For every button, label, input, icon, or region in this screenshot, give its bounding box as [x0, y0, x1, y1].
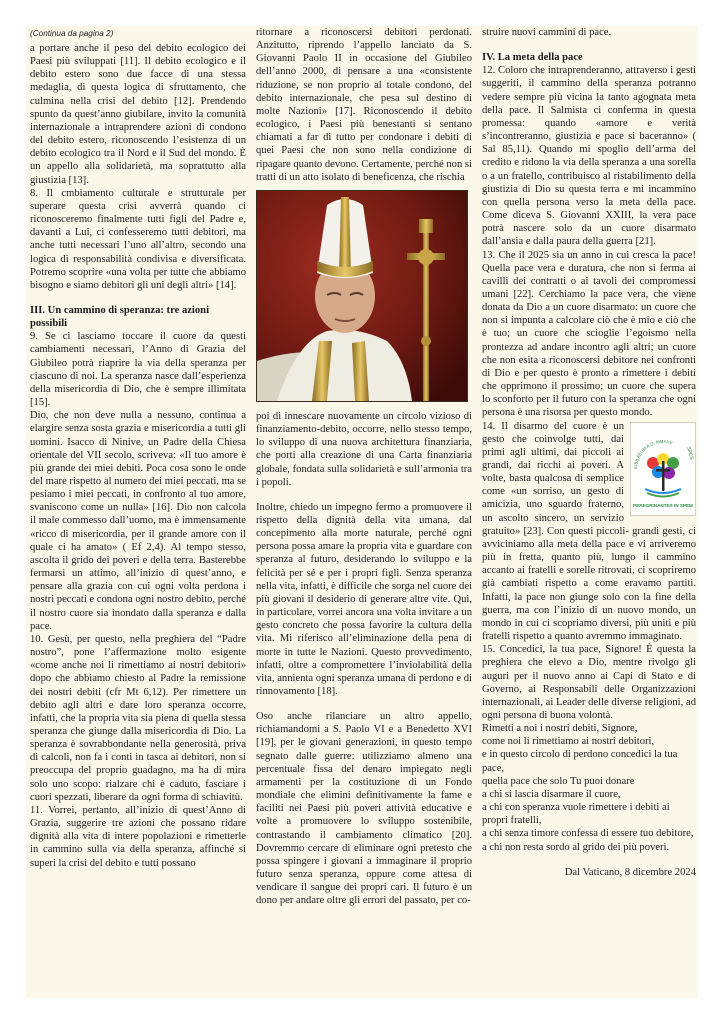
jubilee-logo [630, 422, 696, 516]
paragraph: struire nuovi cammini di pace. [482, 27, 612, 38]
paragraph: ritornare a riconoscersi debitori perdonati. Anzitutto, riprendo l’appello lanciato da S. Giovanni Paolo II in occasione del Giubileo dell’anno 2000, di pensare a una «consistente riduzione, se non proprio al totale condono, del debito internazionale, che pesa sul destino di molte Nazioni» [17]. Riconoscendo il debito ecologico, i Paesi più benestanti si sentano chiamati a far di tutto per condonare i debiti di quei Paesi che non sono nella condizione di ripagare quanto devono. Certamente, perché non si tratti di un atto isolato di beneficenza, che rischia [256, 27, 472, 183]
prayer-line: Rimetti a noi i nostri debiti, Signore, [482, 723, 638, 735]
paragraph: a portare anche il peso del debito ecologico dei Paesi più sviluppati [11]. Il debito ecologico e il debito estero sono due facce di una stessa medaglia, di questa logica di sfruttamento, che culmina nella crisi del debito [12]. Prendendo spunto da quest’anno giubilare, invito la comunità internazionale a intraprendere azioni di condono del debito estero, riconoscendo l’esistenza di un debito ecologico tra il Nord e il Sud del mondo. È un appello alla solidarietà, ma soprattutto alla giustizia [13]. [30, 43, 246, 186]
column-right [482, 26, 696, 879]
paragraph: 14. Il disarmo del cuore è un gesto che coinvolge tutti, dai primi agli ultimi, dai piccoli ai grandi, dai ricchi ai poveri. A volte, basta qualcosa di semplice come «un sorriso, un gesto di amicizia, uno sguardo fraterno, un ascolto sincero, un servizio gratuito» [23]. Con questi piccoli- grandi gesti, ci avviciniamo alla meta della pace e vi arriveremo più in fretta, quanto più, lungo il cammino accanto ai fratelli e sorelle ritrovati, ci scopriremo già cambiati rispetto a come eravamo partiti. Infatti, la pace non giunge solo con la fine della guerra, ma con l’inizio di un nuovo mondo, un mondo in cui ci scopriamo diversi, più uniti e più fratelli rispetto a quanto avremmo immaginato. [482, 420, 696, 643]
signature-date: Dal Vaticano, 8 dicembre 2024 [564, 866, 696, 878]
paragraph: 15. Concedici, la tua pace, Signore! È questa la preghiera che elevo a Dio, mentre rivolgo gli auguri per il nuovo anno ai Capi di Stato e di Governo, ai Responsabili delle Organizzazioni internazionali, ai Leader delle diverse religioni, ad ogni persona di buona volontà. [482, 644, 696, 721]
newspaper-page [26, 26, 698, 998]
prayer-line: a chi con speranza vuole rimettere i debiti ai propri fratelli, [482, 802, 670, 827]
paragraph: 11. Vorrei, pertanto, all’inizio di quest’Anno di Grazia, suggerire tre azioni che possano ridare dignità alla vita di intere popolazioni e rimetterle in cammino sulla via della speranza, affinché si superi la crisi del debito e tutti possano [30, 804, 246, 869]
continuation-note: (Continua da pagina 2) [30, 29, 114, 38]
paragraph: 13. Che il 2025 sia un anno in cui cresca la pace! Quella pace vera e duratura, che non si ferma ai cavilli dei contratti o ai tavoli dei compromessi umani [22]. Cerchiamo la pace vera, che viene donata da Dio a un cuore disarmato: un cuore che non si impunta a calcolare ciò che è mio e ciò che è tuo; un cuore che scioglie l’egoismo nella prontezza ad andare incontro agli altri; un cuore che non esita a riconoscersi debitore nei confronti di Dio e per questo è pronto a rimettere i debiti che opprimono il prossimo; un cuore che supera lo sconforto per il futuro con la speranza che ogni persona è una risorsa per questo mondo. [482, 249, 696, 419]
prayer-line: e in questo circolo di perdono concedici la tua pace, [482, 749, 678, 774]
paragraph: Inoltre, chiedo un impegno fermo a promuovere il rispetto della dignità della vita umana, dal concepimento alla morte naturale, perché ogni persona possa amare la propria vita e guardare con speranza al futuro, desiderando lo sviluppo e la felicità per sé e per i propri figli. Senza speranza nella vita, infatti, è difficile che sorga nel cuore dei più giovani il desiderio di generare altre vite. Qui, in particolare, vorrei ancora una volta invitare a un gesto concreto che possa favorire la cultura della vita. Mi riferisco all’eliminazione della pena di morte in tutte le Nazioni. Questo provvedimento, infatti, oltre a compromettere l’inviolabilità della vita, annienta ogni speranza umana di perdono e di rinnovamento [18]. [256, 501, 472, 697]
paragraph: Dio, che non deve nulla a nessuno, continua a elargire senza sosta grazia e misericordia a tutti gli uomini. Isacco di Ninive, un Padre della Chiesa orientale del VII secolo, scriveva: «Il tuo amore è più grande dei miei debiti. Poca cosa sono le onde del mare rispetto al numero dei miei peccati, ma se pesiamo i miei peccati, in confronto al tuo amore, svaniscono come un nulla» [16]. Dio non calcola il male commesso dall’uomo, ma è immensamente «ricco di misericordia, per il grande amore con il quale ci ha amato» ( Ef 2,4). Al tempo stesso, ascolta il grido dei poveri e della terra. Basterebbe fermarsi un attimo, all’inizio di quest’anno, e pensare alla grazia con cui ogni volta perdona i nostri peccati e condona ogni nostro debito, perché il nostro cuore sia inondato dalla speranza e dalla pace. [30, 410, 246, 632]
column-middle [256, 26, 472, 908]
logo-arc-text: IUBILAEUM A.D. MMXXV [632, 438, 673, 469]
paragraph: 9. Se ci lasciamo toccare il cuore da questi cambiamenti necessari, l’Anno di Grazia del Giubileo potrà riaprire la via della speranza per ciascuno di noi. La speranza nasce dall’esperienza della misericordia di Dio, che è sempre illimitata [15]. [30, 331, 246, 409]
paragraph: 12. Coloro che intraprenderanno, attraverso i gesti suggeriti, il cammino della speranza potranno vedere sempre più vicina la tanto agognata meta della pace. Il Salmista ci conferma in questa promessa: quando «amore e verità s’incontreranno, giustizia e pace si baceranno» ( Sal 85,11). Quando mi spoglio dell’arma del credito e ridono la via della speranza a una sorella o a un fratello, contribuisco al ristabilimento della giustizia di Dio su questa terra e mi incammino con quella persona verso la meta della pace. Come diceva S. Giovanni XXIII, la vera pace potrà nascere solo da un cuore disarmato dall’ansia e dalla paura della guerra [21]. [482, 65, 696, 248]
paragraph: 8. Il cmbiamento culturale e strutturale per superare questa crisi avverrà quando ci riconosceremo finalmente tutti figli del Padre e, davanti a Lui, ci confesseremo tutti debitori, ma anche tutti necessari l’uno all’altro, secondo una logica di responsabilità condivisa e diversificata. Potremo scoprire «una volta per tutte che abbiamo bisogno e siamo debitori gli uni degli altri» [14]. [30, 187, 246, 291]
logo-bottom-text: PEREGRINANTES IN SPEM [633, 502, 693, 508]
section-heading: III. Un cammino di speranza: tre azioni possibili [30, 304, 210, 330]
paragraph: 10. Gesù, per questo, nella preghiera del “Padre nostro”, pone l’affermazione molto esigente «come anche noi li rimettiamo ai nostri debitori» dopo che abbiamo chiesto al Padre la remissione dei nostri debiti (cfr Mt 6,12). Per rimettere un debito agli altri e dare loro speranza occorre, infatti, che la propria vita sia piena di quella stessa speranza che giunge dalla misericordia di Dio. La speranza è sovrabbondante nella generosità, priva di calcoli, non fa i conti in tasca ai debitori, non si preoccupa del proprio guadagno, ma ha di mira solo uno scopo: rialzare chi è caduto, fasciare i cuori spezzati, liberare da ogni forma di schiavitù. [30, 633, 246, 803]
section-heading: IV. La meta della pace [482, 52, 583, 64]
paragraph: poi di innescare nuovamente un circolo vizioso di finanziamento-debito, occorre, nello stesso tempo, lo sviluppo di una nuova architettura finanziaria, che porti alla creazione di una Carta finanziaria globale, fondata sulla solidarietà e sull’armonia tra i popoli. [256, 410, 472, 488]
prayer-block [482, 722, 696, 854]
pope-photo [256, 190, 468, 402]
prayer-line: a chi si lascia disarmare il cuore, [482, 788, 621, 800]
logo-side-text: SPES [685, 445, 695, 460]
paragraph: Oso anche rilanciare un altro appello, richiamandomi a S. Paolo VI e a Benedetto XVI [19], per le giovani generazioni, in questo tempo segnato dalle guerre: utilizziamo almeno una percentuale fissa del denaro impiegato negli armamenti per la costituzione di un Fondo mondiale che elimini definitivamente la fame e faciliti nei Paesi più poveri attività educative e volte a promuovere lo sviluppo sostenibile, contrastando il cambiamento climatico [20]. Dovremmo cercare di eliminare ogni pretesto che possa spingere i giovani a immaginare il proprio futuro senza speranza, oppure come attesa di vendicare il sangue dei propri cari. Il futuro è un dono per andare oltre gli errori del passato, per co- [256, 711, 472, 907]
prayer-line: come noi li rimettiamo ai nostri debitori, [482, 736, 655, 748]
column-left [30, 26, 246, 870]
prayer-line: a chi non resta sordo al grido dei più poveri. [482, 841, 670, 853]
prayer-line: quella pace che solo Tu puoi donare [482, 775, 635, 787]
prayer-line: a chi senza timore confessa di essere tuo debitore, [482, 828, 694, 840]
